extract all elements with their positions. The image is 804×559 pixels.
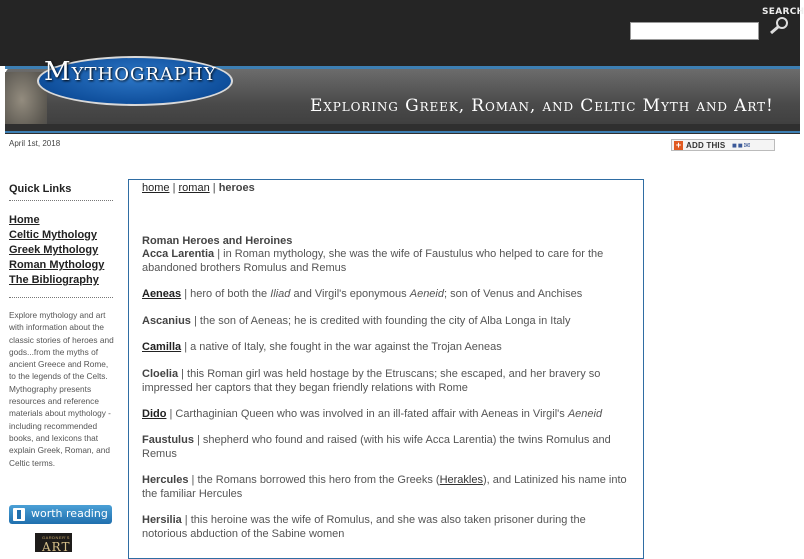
divider [9,200,113,201]
hero-description: | hero of both the [181,288,271,300]
hero-description: ; son of Venus and Anchises [444,288,583,300]
hero-description: | the Romans borrowed this hero from the Greeks ( [188,474,440,486]
list-item [142,288,627,302]
hero-description: | in Roman mythology, she was the wife of Faustulus who helped to care for the abandoned brothers Romulus and Remus [142,248,604,274]
hero-description: | the son of Aeneas; he is credited with founding the city of Alba Longa in Italy [190,315,571,327]
hero-link[interactable]: Dido [142,408,167,420]
search-input[interactable] [630,22,759,40]
work-title: Aeneid [409,288,444,300]
hero-description: | this Roman girl was held hostage by the Etruscans; she escaped, and her bravery so impressed her captors that they began friendly relations with Rome [142,368,601,394]
work-title: Iliad [270,288,291,300]
herakles-link[interactable]: Herakles [439,474,483,486]
hero-description: and Virgil's eponymous [290,288,410,300]
banner-bottom-line [5,131,800,133]
hero-description: | shepherd who found and raised (with his wife Acca Larentia) the twins Romulus and Remus [142,434,611,460]
quick-link-home[interactable]: Home [9,214,40,226]
list-item [142,514,627,541]
share-icons: ■■✉ [732,141,752,150]
book-cover-title: ART [42,540,71,554]
magnifier-icon [760,6,796,34]
list-item [142,341,627,355]
list-item [142,315,627,329]
breadcrumb-home[interactable]: home [142,182,170,194]
main-content [128,179,644,559]
quick-links-title: Quick Links [9,183,72,195]
add-this-label: ADD THIS [686,141,726,150]
breadcrumb-separator: | [169,182,179,194]
site-description: Explore mythology and art with information about the classic stories of heroes and gods...from the myths of ancient Greece and Rome, to the legends of the Celts. Mythography presents resources and reference materials about mythology - including recommended books, and lexicons that explain Greek, Roman, and Celtic terms. [9,310,114,468]
book-cover-image[interactable] [35,533,72,552]
quick-link-greek[interactable]: Greek Mythology [9,244,99,256]
hero-name: Cloelia [142,368,179,380]
page-date: April 1st, 2018 [9,139,61,148]
book-cover-small-text: GARDNER'S [42,535,70,540]
book-icon [13,508,25,521]
list-item [142,434,627,461]
breadcrumb [142,182,255,194]
section-title: Roman Heroes and Heroines [142,235,293,247]
search-button[interactable] [760,6,804,34]
hero-link[interactable]: Aeneas [142,288,182,300]
search-label: SEARCH [762,7,804,17]
hero-description: | Carthaginian Queen who was involved in an ill-fated affair with Aeneas in Virgil's [166,408,568,420]
list-item [142,248,627,275]
site-logo[interactable]: Mythography [44,57,217,87]
list-item [142,474,627,501]
worth-reading-button[interactable] [9,505,112,524]
hero-description: ), and Latinized his name into the familiar Hercules [142,474,627,500]
breadcrumb-current: heroes [218,182,255,194]
quick-link-roman[interactable]: Roman Mythology [9,259,105,271]
quick-links-list [9,210,104,285]
breadcrumb-separator: | [209,182,219,194]
quick-link-celtic[interactable]: Celtic Mythology [9,229,98,241]
hero-name: Acca Larentia [142,248,215,260]
hero-name: Hersilia [142,514,182,526]
site-tagline: Exploring Greek, Roman, and Celtic Myth and Art! [310,96,774,116]
plus-icon: + [675,140,682,150]
work-title: Aeneid [567,408,603,420]
divider [9,297,113,298]
quick-link-bibliography[interactable]: The Bibliography [9,274,99,286]
hero-name: Faustulus [142,434,194,446]
list-item [142,368,627,395]
hero-link[interactable]: Camilla [142,341,182,353]
list-item [142,408,627,422]
add-this-button[interactable] [671,139,775,151]
worth-reading-label: worth reading [31,507,108,520]
hero-name: Hercules [142,474,189,486]
hero-description: | a native of Italy, she fought in the war against the Trojan Aeneas [181,341,502,353]
hero-name: Ascanius [142,315,191,327]
breadcrumb-roman[interactable]: roman [178,182,210,194]
hero-description: | this heroine was the wife of Romulus, and she was also taken prisoner during the notorious abduction of the Sabine women [142,514,586,540]
